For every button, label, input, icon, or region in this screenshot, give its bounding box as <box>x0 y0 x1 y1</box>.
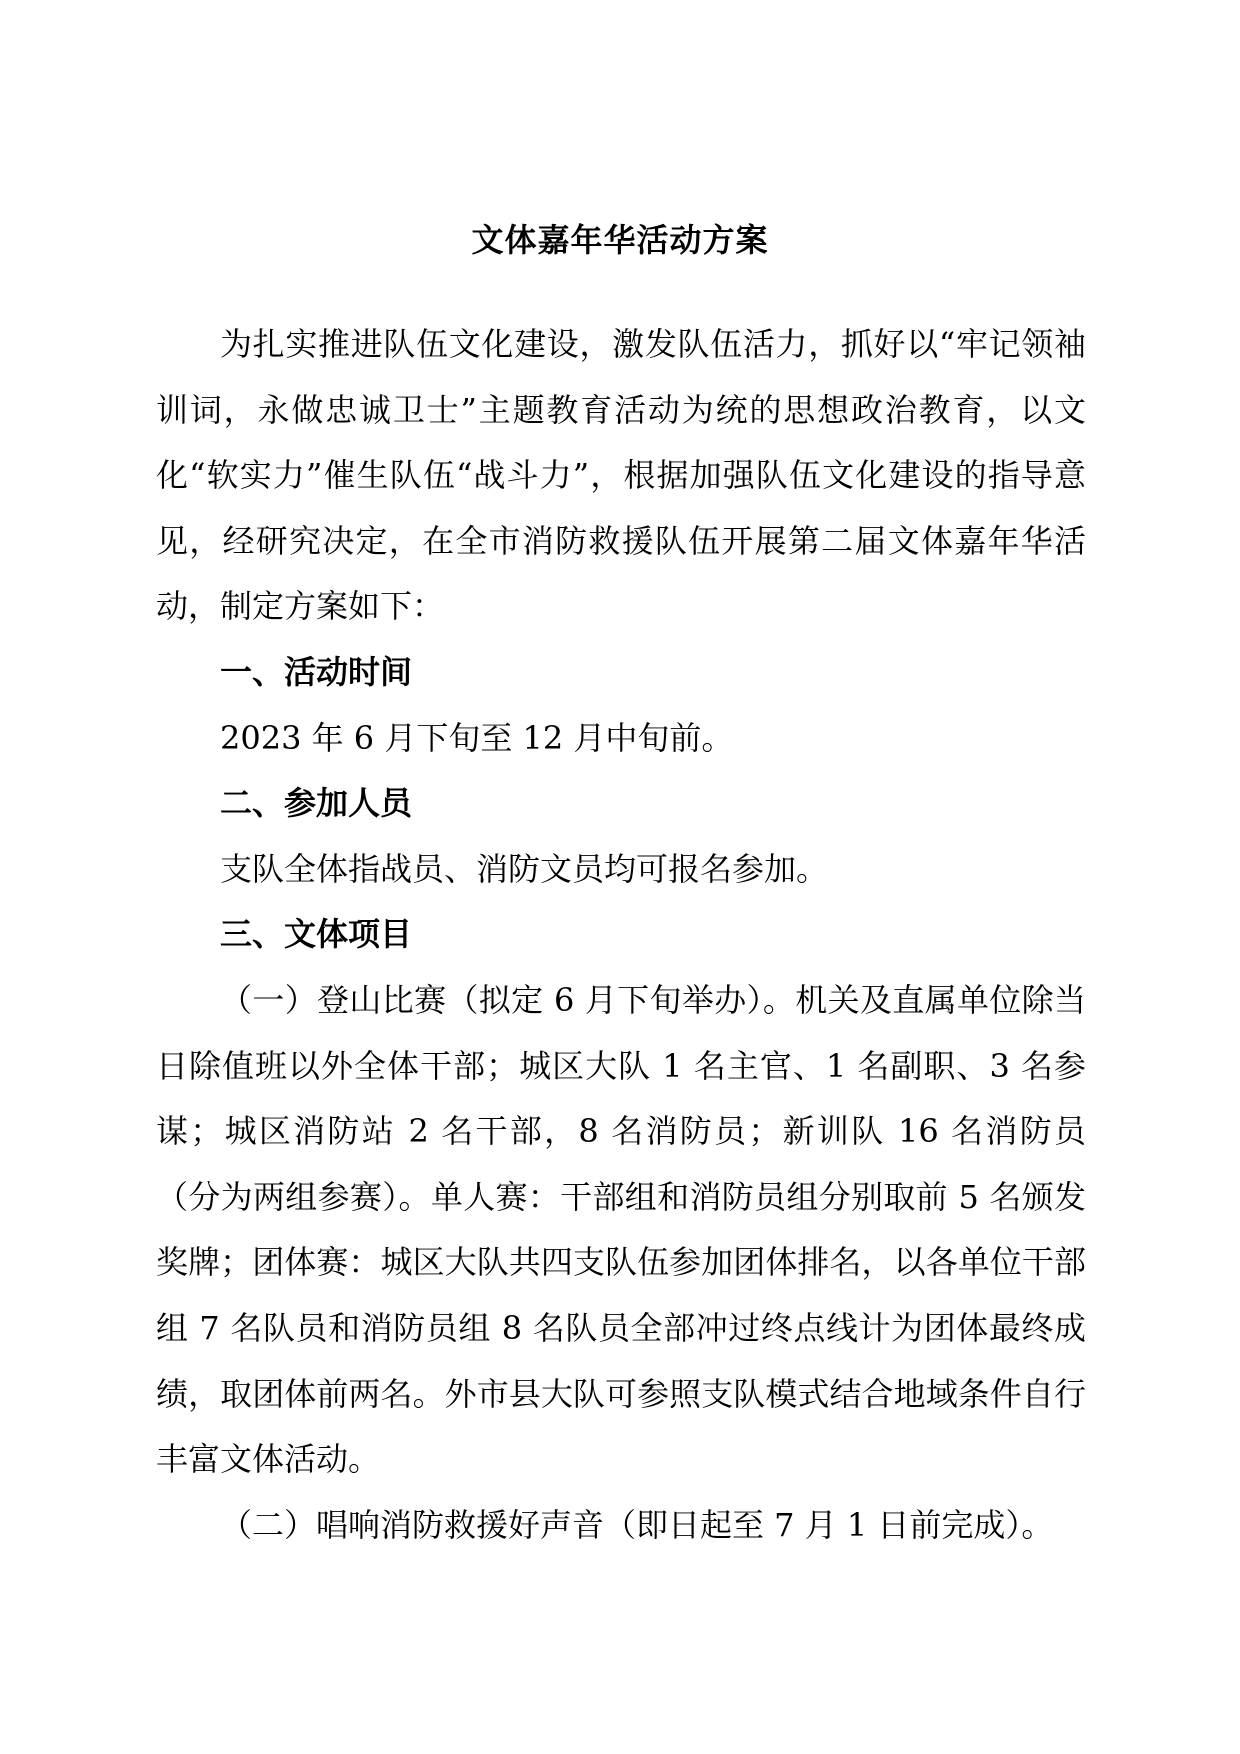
section-heading-events: 三、文体项目 <box>220 915 413 954</box>
document-title: 文体嘉年华活动方案 <box>471 221 769 259</box>
section-paragraph: 支队全体指战员、消防文员均可报名参加。 <box>220 849 829 888</box>
section-paragraph: （一）登山比赛（拟定 6 月下旬举办）。机关及直属单位除当日除值班以外全体干部；城区大队 1 名主官、1 名副职、3 名参谋；城区消防站 2 名干部，8 名消防员；新训队 16 名消防员（分为两组参赛）。单人赛：干部组和消防员组分别取前 5 名颁发奖牌；团体赛：城区大队共四支队伍参加团体排名，以各单位干部组 7 名队员和消防员组 8 名队员全部冲过终点线计为团体最终成绩，取团体前两名。外市县大队可参照支队模式结合地域条件自行丰富文体活动。 <box>156 980 1086 1479</box>
section-paragraph: （二）唱响消防救援好声音（即日起至 7 月 1 日前完成）。 <box>220 1505 1054 1544</box>
document-body <box>156 312 1086 1558</box>
section-paragraph: 2023 年 6 月下旬至 12 月中旬前。 <box>220 718 734 757</box>
section-heading-time: 一、活动时间 <box>220 652 413 691</box>
intro-paragraph: 为扎实推进队伍文化建设，激发队伍活力，抓好以“牢记领袖训词，永做忠诚卫士”主题教育活动为统的思想政治教育，以文化“软实力”催生队伍“战斗力”，根据加强队伍文化建设的指导意见，经研究决定，在全市消防救援队伍开展第二届文体嘉年华活动，制定方案如下： <box>156 325 1086 626</box>
section-heading-participants: 二、参加人员 <box>220 784 413 823</box>
